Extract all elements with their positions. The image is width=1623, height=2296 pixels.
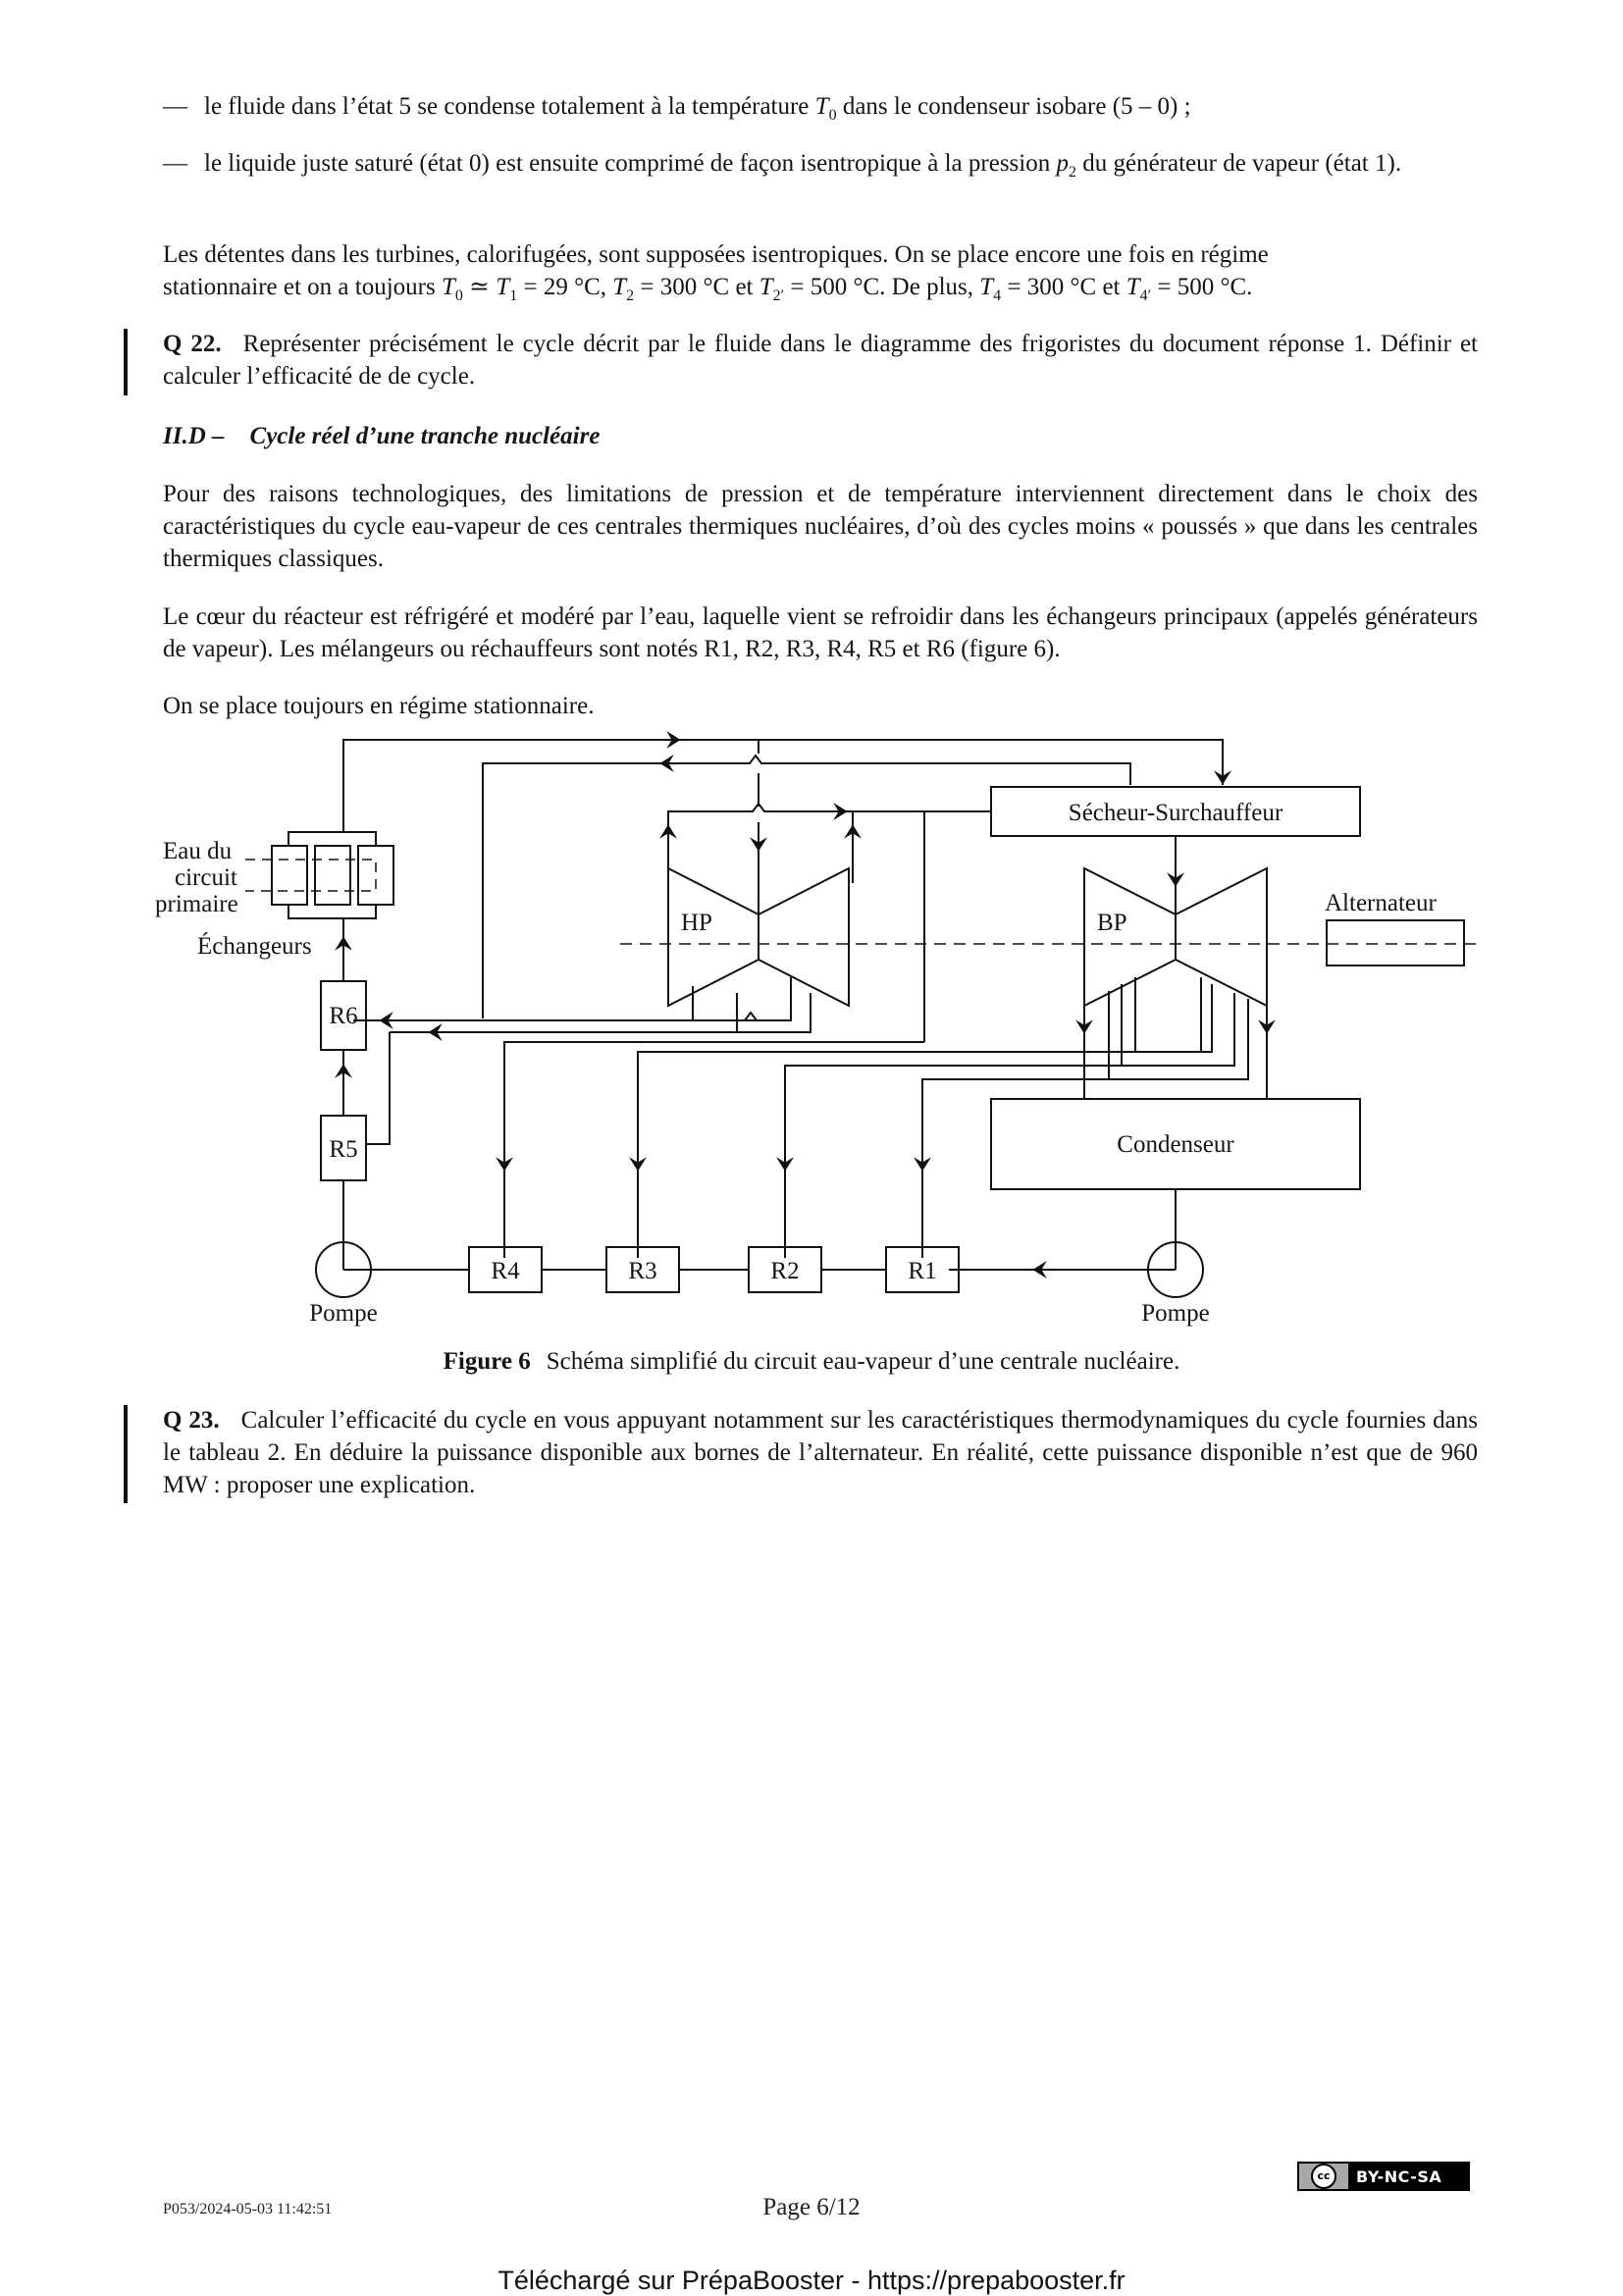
bullet-text: le liquide juste saturé (état 0) est ensuite comprimé de façon isentropique à la pression $p_2$ du générateur de vapeur (état 1).	[204, 150, 1402, 181]
label-pompe-right: Pompe	[1141, 1300, 1210, 1327]
question-text: Représenter précisément le cycle décrit par le fluide dans le diagramme des frigoristes du document réponse 1. Définir et calculer l’efficacité de de cycle.	[163, 331, 1478, 390]
label-r3: R3	[628, 1258, 657, 1284]
cc-icon-bg	[1299, 2164, 1348, 2189]
question-margin-bar	[124, 1405, 128, 1503]
question-23	[163, 1404, 1478, 1501]
label-r5: R5	[329, 1136, 358, 1163]
label-r4: R4	[491, 1258, 520, 1284]
label-r6: R6	[329, 1003, 358, 1029]
figure-caption	[0, 1345, 1623, 1378]
label-r2: R2	[770, 1258, 800, 1284]
label-circuit: circuit	[175, 864, 237, 891]
bullet-dash: —	[163, 150, 187, 177]
bullet-text: le fluide dans l’état 5 se condense totalement à la température $T_0$ dans le condenseur isobare (5 – 0) ;	[204, 93, 1191, 124]
footer-code: P053/2024-05-03 11:42:51	[163, 2201, 333, 2218]
exchanger-3	[358, 846, 393, 905]
caption-label: Figure 6	[443, 1348, 531, 1375]
footer-page-number: Page 6/12	[762, 2194, 861, 2220]
label-echangeurs: Échangeurs	[197, 933, 312, 960]
bullet-dash: —	[163, 93, 187, 120]
label-bp: BP	[1097, 910, 1127, 936]
label-primaire: primaire	[155, 891, 238, 917]
label-pompe-left: Pompe	[309, 1300, 378, 1327]
question-label: Q 22.	[163, 331, 222, 357]
exchanger-2	[315, 846, 350, 905]
paragraph-line-temperatures: stationnaire et on a toujours $T_0$ ≃ $T_1 = 29$ °C, $T_2 = 300$ °C et $T_{2'} = 500$ °C. De plus, $T_4 = 300$ °C et $T_{4'} = 500$ °C.	[163, 274, 1253, 304]
label-r1: R1	[908, 1258, 937, 1284]
caption-text: Schéma simplifié du circuit eau-vapeur d’une centrale nucléaire.	[546, 1348, 1180, 1375]
paragraph-line: Les détentes dans les turbines, calorifugées, sont supposées isentropiques. On se place encore une fois en régime	[163, 241, 1269, 268]
label-condenseur: Condenseur	[1117, 1131, 1234, 1158]
section-title: Cycle réel d’une tranche nucléaire	[249, 423, 601, 449]
label-alternateur: Alternateur	[1325, 890, 1437, 916]
cc-icon: cc	[1311, 2164, 1336, 2189]
question-label: Q 23.	[163, 1407, 220, 1434]
alternateur-box	[1327, 920, 1464, 965]
license-badge	[1297, 2162, 1470, 2191]
exchanger-1	[272, 846, 307, 905]
license-text: BY-NC-SA	[1356, 2166, 1442, 2186]
paragraph-coeur: Le cœur du réacteur est réfrigéré et modéré par l’eau, laquelle vient se refroidir dans les échangeurs principaux (appelés générateurs de vapeur). Les mélangeurs ou réchauffeurs sont notés R1, R2, R3, R4, R5 et R6 (figure 6).	[163, 603, 1478, 662]
paragraph-raisons: Pour des raisons technologiques, des limitations de pression et de température interviennent directement dans le choix des caractéristiques du cycle eau-vapeur de ces centrales thermiques nucléaires, d’où des cycles moins « poussés » que dans les centrales thermiques classiques.	[163, 481, 1478, 572]
question-text: Calculer l’efficacité du cycle en vous appuyant notamment sur les caractéristiques thermodynamiques du cycle fournies dans le tableau 2. En déduire la puissance disponible aux bornes de l’alternateur. En réalité, cette puissance disponible n’est que de 960 MW : proposer une explication.	[163, 1407, 1478, 1498]
label-secheur: Sécheur-Surchauffeur	[1068, 800, 1283, 826]
paragraph-stationnaire: On se place toujours en régime stationnaire.	[163, 693, 595, 719]
label-hp: HP	[681, 910, 712, 936]
download-note: Téléchargé sur PrépaBooster - https://prepabooster.fr	[497, 2266, 1126, 2295]
section-number: II.D –	[163, 423, 225, 449]
label-eau-du: Eau du	[163, 838, 233, 864]
